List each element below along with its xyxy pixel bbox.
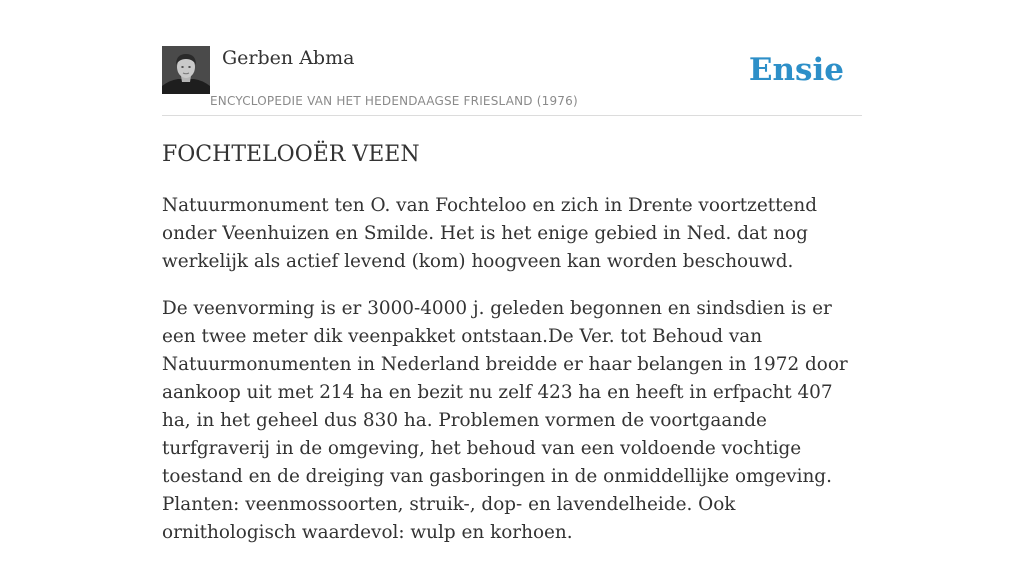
article-paragraph: Natuurmonument ten O. van Fochteloo en zich in Drente voortzettend onder Veenhuizen en Smilde. Het is het enige gebied in Ned. dat nog werkelijk als actief levend (kom) hoogveen kan worden beschouwd.: [162, 195, 818, 272]
article-header: [162, 46, 862, 116]
author-portrait-icon: [162, 46, 210, 94]
author-name[interactable]: Gerben Abma: [222, 47, 355, 69]
ensie-logo[interactable]: Ensie: [748, 52, 844, 88]
article-body: [162, 192, 866, 566]
article-paragraph: De veenvorming is er 3000-4000 j. geleden begonnen en sindsdien is er een twee meter dik veenpakket ontstaan.De Ver. tot Behoud van Natuurmonumenten in Nederland breidde er haar belangen in 1972 door aankoop uit met 214 ha en bezit nu zelf 423 ha en heeft in erfpacht 407 ha, in het geheel dus 830 ha. Problemen vormen de voortgaande turfgraverij in de omgeving, het behoud van een voldoende vochtige toestand en de dreiging van gasboringen in de onmiddellijke omgeving. Planten: veenmossoorten, struik-, dop- en lavendelheide. Ook ornithologisch waardevol: wulp en korhoen.: [162, 298, 848, 543]
author-avatar[interactable]: [162, 46, 210, 94]
article-title: FOCHTELOOËR VEEN: [162, 142, 420, 167]
source-label[interactable]: ENCYCLOPEDIE VAN HET HEDENDAAGSE FRIESLAND (1976): [210, 94, 578, 108]
